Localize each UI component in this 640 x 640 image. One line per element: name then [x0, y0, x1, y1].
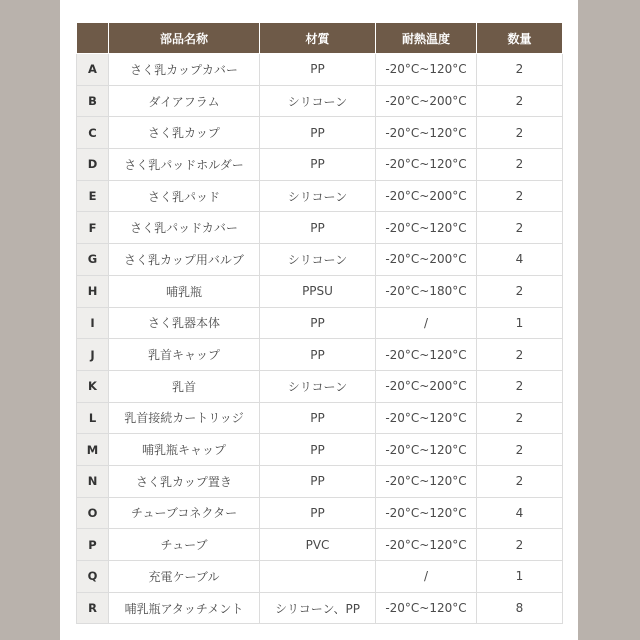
- quantity-cell: 2: [477, 370, 563, 402]
- part-name-cell: ダイアフラム: [109, 85, 260, 117]
- quantity-cell: 2: [477, 149, 563, 181]
- table-row: [77, 592, 563, 624]
- table-row: [77, 370, 563, 402]
- table-row: [77, 244, 563, 276]
- table-row: [77, 54, 563, 86]
- heat-resistance-cell: -20°C~180°C: [376, 275, 477, 307]
- part-name-cell: さく乳器本体: [109, 307, 260, 339]
- part-name-cell: チューブ: [109, 529, 260, 561]
- row-letter: A: [77, 54, 109, 86]
- part-name-cell: さく乳カップ用バルブ: [109, 244, 260, 276]
- quantity-cell: 4: [477, 244, 563, 276]
- material-cell: PP: [260, 212, 376, 244]
- table-row: [77, 85, 563, 117]
- table-row: [77, 497, 563, 529]
- material-cell: シリコーン: [260, 370, 376, 402]
- table-row: [77, 402, 563, 434]
- header-quantity: 数量: [477, 23, 563, 54]
- material-cell: PP: [260, 497, 376, 529]
- part-name-cell: チューブコネクター: [109, 497, 260, 529]
- material-cell: シリコーン、PP: [260, 592, 376, 624]
- row-letter: J: [77, 339, 109, 371]
- heat-resistance-cell: -20°C~120°C: [376, 592, 477, 624]
- row-letter: K: [77, 370, 109, 402]
- part-name-cell: 哺乳瓶キャップ: [109, 434, 260, 466]
- heat-resistance-cell: /: [376, 307, 477, 339]
- table-row: [77, 117, 563, 149]
- quantity-cell: 2: [477, 180, 563, 212]
- header-part-name: 部品名称: [109, 23, 260, 54]
- part-name-cell: 乳首接続カートリッジ: [109, 402, 260, 434]
- material-cell: PP: [260, 402, 376, 434]
- heat-resistance-cell: -20°C~120°C: [376, 149, 477, 181]
- quantity-cell: 2: [477, 529, 563, 561]
- row-letter: M: [77, 434, 109, 466]
- heat-resistance-cell: -20°C~200°C: [376, 370, 477, 402]
- quantity-cell: 1: [477, 561, 563, 593]
- heat-resistance-cell: -20°C~200°C: [376, 244, 477, 276]
- part-name-cell: 乳首キャップ: [109, 339, 260, 371]
- row-letter: N: [77, 465, 109, 497]
- table-row: [77, 434, 563, 466]
- quantity-cell: 2: [477, 339, 563, 371]
- heat-resistance-cell: -20°C~120°C: [376, 529, 477, 561]
- part-name-cell: さく乳カップ置き: [109, 465, 260, 497]
- row-letter: D: [77, 149, 109, 181]
- heat-resistance-cell: -20°C~200°C: [376, 180, 477, 212]
- table-row: [77, 275, 563, 307]
- heat-resistance-cell: -20°C~120°C: [376, 339, 477, 371]
- quantity-cell: 2: [477, 434, 563, 466]
- table-row: [77, 307, 563, 339]
- quantity-cell: 2: [477, 275, 563, 307]
- table-row: [77, 529, 563, 561]
- quantity-cell: 2: [477, 402, 563, 434]
- table-row: [77, 561, 563, 593]
- quantity-cell: 2: [477, 117, 563, 149]
- material-cell: [260, 561, 376, 593]
- quantity-cell: 1: [477, 307, 563, 339]
- heat-resistance-cell: -20°C~120°C: [376, 402, 477, 434]
- part-name-cell: 哺乳瓶: [109, 275, 260, 307]
- table-row: [77, 149, 563, 181]
- part-name-cell: さく乳パッド: [109, 180, 260, 212]
- row-letter: P: [77, 529, 109, 561]
- parts-sheet: [60, 0, 578, 640]
- material-cell: PP: [260, 465, 376, 497]
- part-name-cell: 哺乳瓶アタッチメント: [109, 592, 260, 624]
- material-cell: PP: [260, 149, 376, 181]
- table-row: [77, 180, 563, 212]
- material-cell: PPSU: [260, 275, 376, 307]
- material-cell: PP: [260, 434, 376, 466]
- material-cell: PP: [260, 54, 376, 86]
- row-letter: F: [77, 212, 109, 244]
- part-name-cell: 乳首: [109, 370, 260, 402]
- material-cell: PP: [260, 117, 376, 149]
- heat-resistance-cell: /: [376, 561, 477, 593]
- quantity-cell: 8: [477, 592, 563, 624]
- header-id: [77, 23, 109, 54]
- material-cell: PP: [260, 307, 376, 339]
- row-letter: Q: [77, 561, 109, 593]
- heat-resistance-cell: -20°C~200°C: [376, 85, 477, 117]
- table-row: [77, 465, 563, 497]
- row-letter: G: [77, 244, 109, 276]
- material-cell: PVC: [260, 529, 376, 561]
- part-name-cell: さく乳カップ: [109, 117, 260, 149]
- quantity-cell: 2: [477, 465, 563, 497]
- heat-resistance-cell: -20°C~120°C: [376, 497, 477, 529]
- row-letter: R: [77, 592, 109, 624]
- row-letter: H: [77, 275, 109, 307]
- heat-resistance-cell: -20°C~120°C: [376, 117, 477, 149]
- heat-resistance-cell: -20°C~120°C: [376, 212, 477, 244]
- header-heat-resistance: 耐熱温度: [376, 23, 477, 54]
- part-name-cell: さく乳パッドカバー: [109, 212, 260, 244]
- parts-table: [76, 23, 563, 624]
- row-letter: O: [77, 497, 109, 529]
- heat-resistance-cell: -20°C~120°C: [376, 434, 477, 466]
- material-cell: シリコーン: [260, 244, 376, 276]
- heat-resistance-cell: -20°C~120°C: [376, 54, 477, 86]
- material-cell: シリコーン: [260, 180, 376, 212]
- row-letter: L: [77, 402, 109, 434]
- material-cell: シリコーン: [260, 85, 376, 117]
- row-letter: I: [77, 307, 109, 339]
- part-name-cell: さく乳カップカバー: [109, 54, 260, 86]
- heat-resistance-cell: -20°C~120°C: [376, 465, 477, 497]
- quantity-cell: 4: [477, 497, 563, 529]
- quantity-cell: 2: [477, 54, 563, 86]
- part-name-cell: 充電ケーブル: [109, 561, 260, 593]
- part-name-cell: さく乳パッドホルダー: [109, 149, 260, 181]
- quantity-cell: 2: [477, 212, 563, 244]
- header-material: 材質: [260, 23, 376, 54]
- table-row: [77, 339, 563, 371]
- row-letter: C: [77, 117, 109, 149]
- row-letter: B: [77, 85, 109, 117]
- row-letter: E: [77, 180, 109, 212]
- material-cell: PP: [260, 339, 376, 371]
- table-row: [77, 212, 563, 244]
- header-row: [77, 23, 563, 54]
- quantity-cell: 2: [477, 85, 563, 117]
